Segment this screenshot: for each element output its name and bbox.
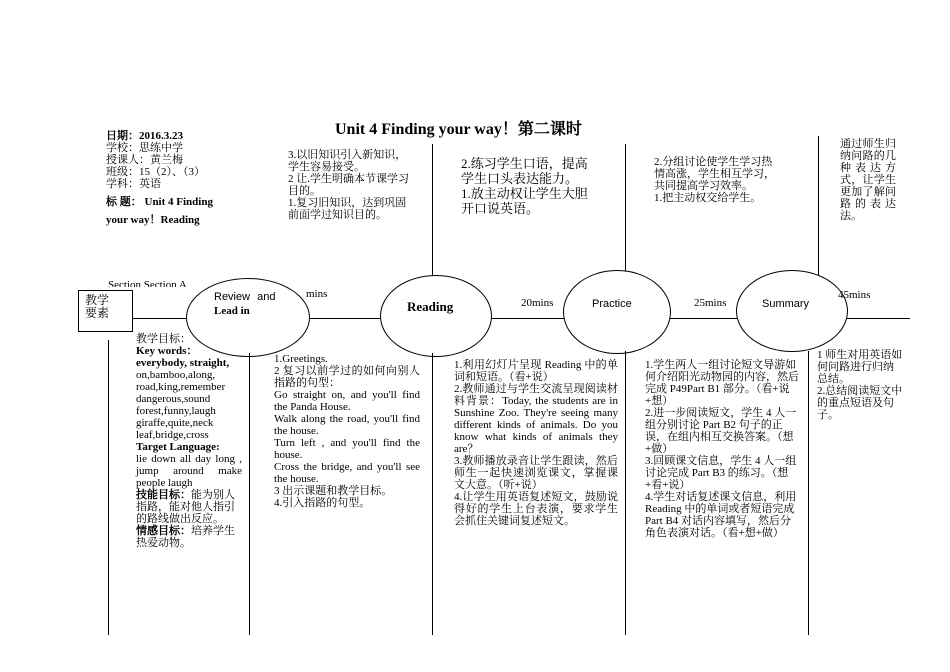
objectives-column <box>136 333 242 549</box>
lower-divider-2 <box>432 353 433 635</box>
topic-line: 标 题： Unit 4 Finding your way！Reading <box>106 196 213 226</box>
summary-activities: 1 师生对用英语如何问路进行归纳总结。 2.总结阅读短文中的重点短语及句子。 <box>817 349 903 421</box>
time-label-3: 25mins <box>694 297 727 309</box>
time-label-1: mins <box>306 288 328 300</box>
practice-activities: 1.学生两人一组讨论短文导游如何介绍阳光动物园的内容，然后完成 P49Part B1 部分。（看+说+想） 2.进一步阅读短文，学生 4 人一组分别讨论 Part B2 句子的正误，在组内相互交换答案。（想+做） 3.回顾课文信息，学生 4 人一组讨论完成 Part B3 的练习。（想+看+说） 4.学生对话复述课文信息，利用 Reading 中的单词或者短语完成 Part B4 对话内容填写，然后分角色表演对话。（看+想+做） <box>645 359 799 539</box>
lower-divider-4 <box>808 351 809 635</box>
target-language-text: lie down all day long , jump around make people laugh <box>136 453 242 489</box>
stage-reading-label: Reading <box>407 299 454 314</box>
lower-divider-3 <box>625 351 626 635</box>
note-reading: 2.练习学生口语，提高学生口头表达能力。 1.放主动权让学生大胆开口说英语。 <box>461 156 588 216</box>
keywords-list: on,bamboo,along, road,king,remember dangerous,sound forest,funny,laugh giraffe,quite,neck leaf,bridge,cross <box>136 369 226 441</box>
emotion-text: 培养学生热爱动物。 <box>136 525 235 549</box>
lower-divider-0 <box>108 340 109 635</box>
lower-divider-1 <box>249 353 250 635</box>
review-activities: 1.Greetings. 2 复习以前学过的如何向别人指路的句型： Go straight on, and you'll find the Panda House. Walk along the road, you'll find the house. Turn left , and you'll find the house. Cross the bridge, and you'll see the house. 3 出示课题和教学目标。 4.引入指路的句型。 <box>274 353 420 509</box>
subject-line: 学科：英语 <box>106 178 161 190</box>
stage-reading <box>380 275 492 357</box>
teacher-line: 授课人：黄兰梅 <box>106 154 183 166</box>
keywords-first: everybody, straight, <box>136 357 230 369</box>
skill-objective <box>136 489 242 525</box>
stage-practice-label: Practice <box>592 298 632 310</box>
reading-activities: 1.利用幻灯片呈现 Reading 中的单词和短语。（看+说） 2.教师通过与学生交流呈现阅读材料背景：Today, the students are in Sunshine Zoo. They're seeing many different kinds of animals. Do you know what kinds of animals they are？ 3.教师播放录音让学生跟读，然后师生一起快速浏览课文，掌握课文大意。（听+说） 4.让学生用英语复述短文，鼓励说得好的学生上台表演，要求学生会抓住关键词复述短文。 <box>454 359 618 527</box>
note-review: 3.以旧知识引入新知识，学生容易接受。 2 让.学生明确本节课学习目的。 1.复习旧知识，达到巩固前面学过知识目的。 <box>288 149 409 221</box>
note-practice: 2.分组讨论使学生学习热情高涨，学生相互学习，共同提高学习效率。 1.把主动权交给学生。 <box>654 156 775 204</box>
section-label: Section Section A <box>108 279 187 287</box>
stage-summary-label: Summary <box>762 298 810 310</box>
emotion-label: 情感目标： <box>136 525 191 537</box>
emotion-objective <box>136 525 242 549</box>
objectives-heading: 教学目标： <box>136 333 191 345</box>
skill-text: 能为别人指路，能对他人指引的路线做出反应。 <box>136 489 235 525</box>
stage-summary <box>736 270 848 352</box>
page-title: Unit 4 Finding your way！第二课时 <box>335 121 582 138</box>
stage-practice <box>563 270 671 354</box>
skill-label: 技能目标： <box>136 489 191 501</box>
school-line: 学校：思练中学 <box>106 142 183 154</box>
header-info <box>106 130 236 229</box>
stage-review-label-2: Lead in <box>214 305 250 317</box>
class-line: 班级：15（2）、（3） <box>106 166 205 178</box>
time-label-4: 45mins <box>838 289 871 301</box>
time-label-2: 20mins <box>521 297 554 309</box>
target-language-label: Target Language: <box>136 441 220 453</box>
elements-box: 教学 要素 <box>78 290 133 332</box>
stage-review-label: Review and <box>214 291 276 303</box>
note-summary: 通过师生归纳问路的几种表达方式，让学生更加了解问路的表达法。 <box>840 138 896 222</box>
date-line: 日期：2016.3.23 <box>106 130 183 142</box>
keywords-label: Key words： <box>136 345 198 357</box>
